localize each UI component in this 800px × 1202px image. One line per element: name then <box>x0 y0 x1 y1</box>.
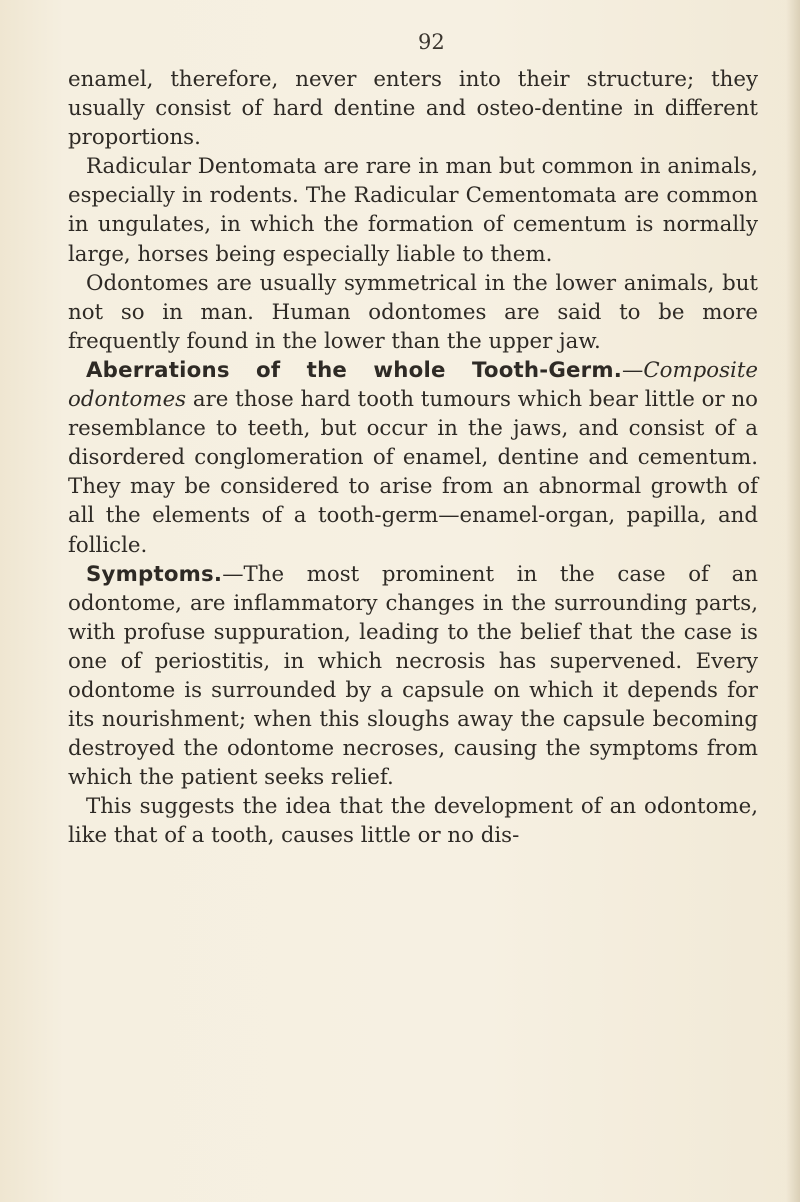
paragraph-6: This suggests the idea that the development of an odontome, like that of a tooth, causes little or no dis- <box>68 794 758 849</box>
paragraph-4-text: are those hard tooth tumours which bear little or no resemblance to teeth, but occur in the jaws, and consist of a disordered conglomeration of enamel, dentine and cementum. They may be considered to arise from an abnormal growth of all the elements of a tooth-germ—enamel-organ, papilla, and follicle. <box>68 387 758 558</box>
paragraph-5 <box>68 560 758 793</box>
paragraph-5-text: —The most prominent in the case of an odontome, are inflammatory changes in the surrounding parts, with profuse suppuration, leading to the belief that the case is one of periostitis, in which necrosis has supervened. Every odontome is surrounded by a capsule on which it depends for its nourishment; when this sloughs away the capsule becoming destroyed the odontome necroses, causing the symptoms from which the patient seeks relief. <box>68 561 758 791</box>
page-edge-shadow <box>786 0 800 1202</box>
paragraph-3: Odontomes are usually symmetrical in the lower animals, but not so in man. Human odontomes are said to be more frequently found in the lower than the upper jaw. <box>68 270 758 354</box>
paragraph-1: enamel, therefore, never enters into their structure; they usually consist of hard dentine and osteo-dentine in different proportions. <box>68 67 758 151</box>
paragraph-4 <box>68 356 758 560</box>
italic-term: Composite odontomes <box>68 357 758 413</box>
body-text <box>68 65 758 851</box>
section-heading-aberrations: Aberrations of the whole Tooth-Germ. <box>86 357 623 383</box>
section-heading-symptoms: Symptoms. <box>86 561 223 587</box>
page-number: 92 <box>418 30 445 54</box>
heading-dash: — <box>622 357 644 383</box>
paragraph-2: Radicular Dentomata are rare in man but common in animals, especially in rodents. The Radicular Cementomata are common in ungulates, in which the formation of cementum is normally large, horses being especially liable to them. <box>68 154 758 267</box>
